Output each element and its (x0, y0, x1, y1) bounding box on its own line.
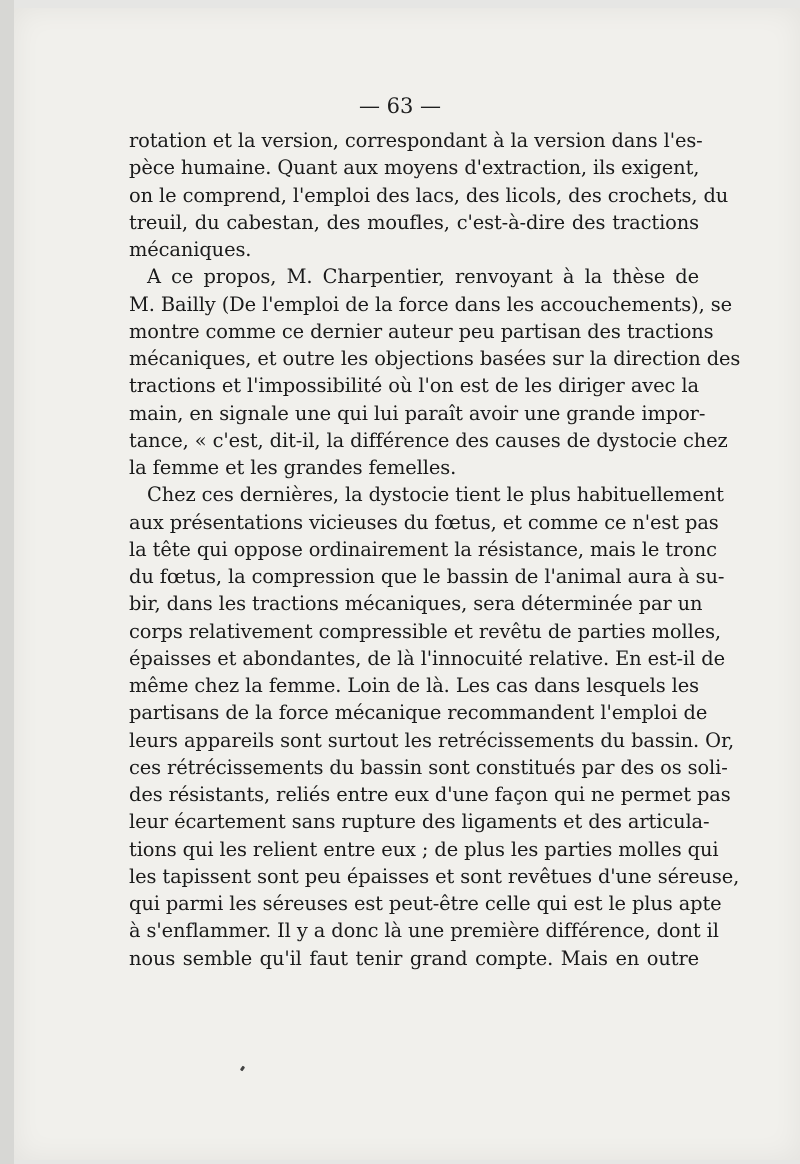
text-line: qui parmi les séreuses est peut-être celle qui est le plus apte (129, 892, 722, 915)
text-line: même chez la femme. Loin de là. Les cas dans lesquels les (129, 674, 699, 697)
page-number: — 63 — (358, 94, 442, 118)
text-line: à s'enflammer. Il y a donc là une première différence, dont il (129, 919, 719, 943)
text-line: mécaniques. (129, 238, 252, 261)
text-line: A ce propos, M. Charpentier, renvoyant à la thèse de (147, 265, 699, 289)
text-line: main, en signale une qui lui paraît avoir une grande impor- (129, 401, 706, 425)
text-line: on le comprend, l'emploi des lacs, des licols, des crochets, du (129, 183, 729, 207)
text-line: des résistants, reliés entre eux d'une façon qui ne permet pas (129, 783, 731, 806)
text-line: la tête qui oppose ordinairement la résistance, mais le tronc (129, 537, 717, 561)
text-line: corps relativement compressible et revêtu de parties molles, (129, 619, 721, 643)
text-line: montre comme ce dernier auteur peu partisan des tractions (129, 319, 714, 343)
text-line: tractions et l'impossibilité où l'on est de les diriger avec la (129, 374, 699, 398)
body-text (129, 127, 741, 972)
text-line: aux présentations vicieuses du fœtus, et comme ce n'est pas (129, 510, 719, 534)
text-line: bir, dans les tractions mécaniques, sera déterminée par un (129, 592, 703, 616)
text-line: M. Bailly (De l'emploi de la force dans les accouchements), se (129, 292, 732, 316)
text-line: ces rétrécissements du bassin sont constitués par des os soli- (129, 755, 728, 779)
text-line: épaisses et abondantes, de là l'innocuité relative. En est-il de (129, 646, 725, 670)
text-line: nous semble qu'il faut tenir grand compte. Mais en outre (129, 946, 699, 970)
text-line: tions qui les relient entre eux ; de plus les parties molles qui (129, 837, 719, 861)
text-line: partisans de la force mécanique recommandent l'emploi de (129, 701, 708, 725)
text-line: pèce humaine. Quant aux moyens d'extraction, ils exigent, (129, 156, 700, 180)
text-line: du fœtus, la compression que le bassin de l'animal aura à su- (129, 565, 725, 588)
text-line: leur écartement sans rupture des ligaments et des articula- (129, 810, 710, 834)
scan-left-edge (0, 0, 14, 1164)
text-line: treuil, du cabestan, des moufles, c'est-à-dire des tractions (129, 210, 699, 234)
text-line: la femme et les grandes femelles. (129, 456, 457, 479)
text-line: les tapissent sont peu épaisses et sont revêtues d'une séreuse, (129, 864, 740, 888)
text-line: rotation et la version, correspondant à la version dans l'es- (129, 129, 703, 152)
text-line: mécaniques, et outre les objections basées sur la direction des (129, 347, 741, 370)
text-line: leurs appareils sont surtout les retrécissements du bassin. Or, (129, 728, 735, 752)
text-line: Chez ces dernières, la dystocie tient le plus habituellement (147, 483, 724, 507)
text-line: tance, « c'est, dit-il, la différence des causes de dystocie chez (129, 428, 728, 452)
